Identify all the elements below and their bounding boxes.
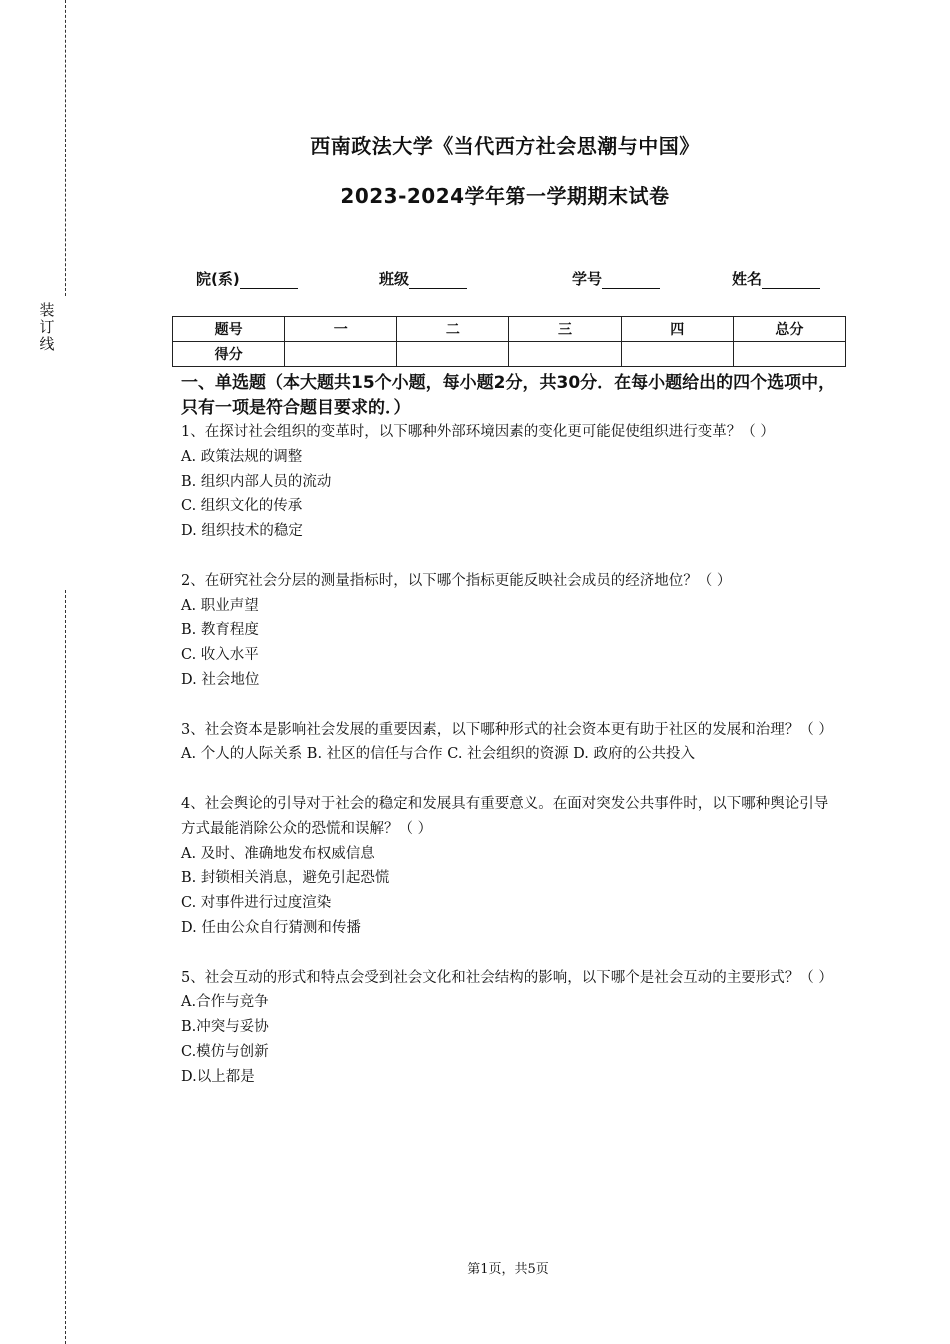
question-stem: 5、社会互动的形式和特点会受到社会文化和社会结构的影响，以下哪个是社会互动的主要形式？（ ） <box>181 969 833 986</box>
score-table-header-cell: 一 <box>285 317 397 342</box>
question-2 <box>181 569 841 693</box>
binding-label <box>37 302 57 353</box>
score-table <box>172 316 846 367</box>
option-c: C. 收入水平 <box>181 647 259 664</box>
score-cell[interactable] <box>509 342 621 367</box>
question-stem: 1、在探讨社会组织的变革时，以下哪种外部环境因素的变化更可能促使组织进行变革？（ ） <box>181 424 775 440</box>
options-inline: A. 个人的人际关系 B. 社区的信任与合作 C. 社会组织的资源 D. 政府的公共投入 <box>181 746 696 763</box>
question-stem: 2、在研究社会分层的测量指标时，以下哪个指标更能反映社会成员的经济地位？（ ） <box>181 572 732 589</box>
class-label: 班级 <box>379 270 410 288</box>
exam-title-line1: 西南政法大学《当代西方社会思潮与中国》 <box>310 134 700 158</box>
option-d: D. 任由公众自行猜测和传播 <box>181 919 361 936</box>
page-footer: 第1页，共5页 <box>467 1262 549 1277</box>
question-stem: 4、社会舆论的引导对于社会的稳定和发展具有重要意义。在面对突发公共事件时，以下哪种舆论引导方式最能消除公众的恐慌和误解？（ ） <box>181 795 829 837</box>
question-5 <box>181 966 841 1090</box>
name-label: 姓名 <box>732 270 763 288</box>
student-id-blank[interactable] <box>602 274 660 289</box>
name-blank[interactable] <box>762 274 820 289</box>
question-stem: 3、社会资本是影响社会发展的重要因素，以下哪种形式的社会资本更有助于社区的发展和治理？（ ） <box>181 721 833 738</box>
option-b: B. 教育程度 <box>181 622 259 639</box>
score-table-header-cell: 四 <box>621 317 733 342</box>
option-c: C. 对事件进行过度渲染 <box>181 895 332 912</box>
exam-title-line2: 2023-2024学年第一学期期末试卷 <box>340 184 670 208</box>
option-a: A.合作与竞争 <box>181 994 269 1011</box>
score-table-header-cell: 二 <box>397 317 509 342</box>
option-a: A. 职业声望 <box>181 597 259 614</box>
score-cell[interactable] <box>397 342 509 367</box>
score-row-label: 得分 <box>173 342 285 367</box>
score-cell[interactable] <box>285 342 397 367</box>
student-id-field[interactable] <box>572 268 660 289</box>
class-field[interactable] <box>379 268 467 289</box>
question-4 <box>181 792 841 941</box>
option-d: D. 组织技术的稳定 <box>181 523 303 540</box>
score-table-header-row <box>173 317 846 342</box>
section-heading: 一、单选题（本大题共15个小题，每小题2分，共30分．在每小题给出的四个选项中，只有一项是符合题目要求的．） <box>181 373 836 418</box>
college-label: 院(系) <box>196 270 240 288</box>
option-c: C. 组织文化的传承 <box>181 498 303 515</box>
option-c: C.模仿与创新 <box>181 1043 269 1060</box>
score-cell[interactable] <box>621 342 733 367</box>
option-b: B. 组织内部人员的流动 <box>181 473 332 490</box>
question-3 <box>181 718 841 768</box>
binding-label-char: 装 <box>39 301 55 319</box>
college-field[interactable] <box>196 268 298 289</box>
class-blank[interactable] <box>409 274 467 289</box>
option-d: D. 社会地位 <box>181 671 260 688</box>
option-d: D.以上都是 <box>181 1068 255 1085</box>
option-a: A. 政策法规的调整 <box>181 448 303 465</box>
score-table-header-cell: 总分 <box>733 317 845 342</box>
option-a: A. 及时、准确地发布权威信息 <box>181 845 375 862</box>
option-b: B.冲突与妥协 <box>181 1019 269 1036</box>
question-1 <box>181 420 841 544</box>
student-id-label: 学号 <box>572 270 603 288</box>
score-table-header-cell: 题号 <box>173 317 285 342</box>
name-field[interactable] <box>732 268 820 289</box>
binding-label-char: 订 <box>39 318 55 336</box>
binding-line-bottom <box>65 590 66 1344</box>
score-table-score-row <box>173 342 846 367</box>
score-table-header-cell: 三 <box>509 317 621 342</box>
score-cell[interactable] <box>733 342 845 367</box>
option-b: B. 封锁相关消息，避免引起恐慌 <box>181 870 390 887</box>
college-blank[interactable] <box>240 274 298 289</box>
questions-list <box>181 420 841 1090</box>
binding-label-char: 线 <box>39 335 55 353</box>
